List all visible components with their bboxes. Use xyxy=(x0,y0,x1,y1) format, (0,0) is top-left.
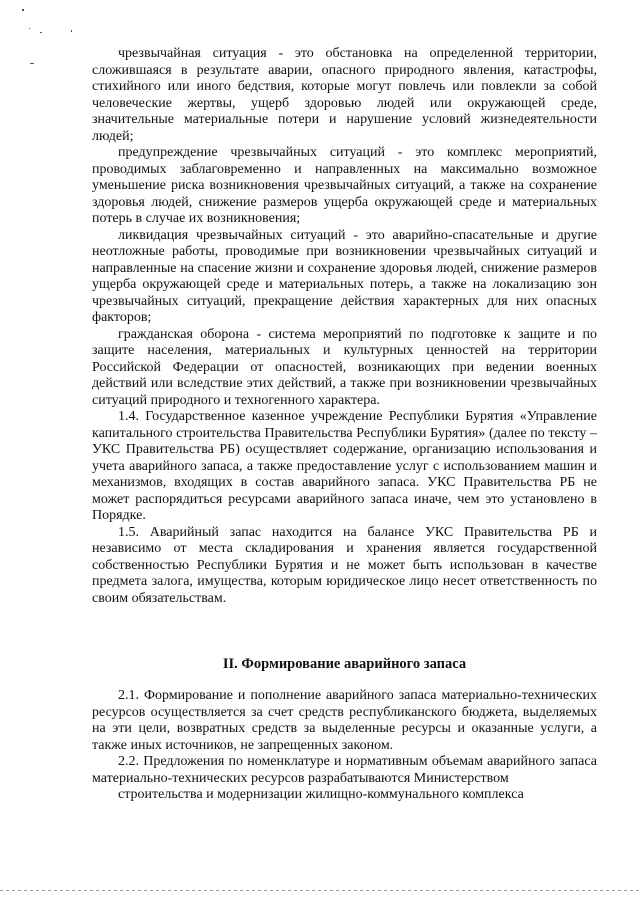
paragraph-1-5: 1.5. Аварийный запас находится на балансе УКС Правительства РБ и независимо от места складирования и хранения является государственной собственностью Республики Бурятия и не может быть использован в качестве предмета залога, имущества, которым юридическое лицо несет ответственность по своим обязательствам. xyxy=(92,524,597,606)
section-text-block xyxy=(92,688,597,804)
paragraph-emergency-definition: чрезвычайная ситуация - это обстановка на определенной территории, сложившаяся в результате аварии, опасного природного явления, катастрофы, стихийного или иного бедствия, которые могут повлечь или повлекли за собой человеческие жертвы, ущерб здоровью людей или окружающей среде, значительные материальные потери и нарушение условий жизнедеятельности людей; xyxy=(92,46,597,144)
scan-speck xyxy=(22,9,24,11)
scan-speck xyxy=(30,63,34,64)
paragraph-civil-defense-definition: гражданская оборона - система мероприятий по подготовке к защите и по защите населения, материальных и культурных ценностей на территории Российской Федерации от опасностей, возникающих при ведении военных действий или вследствие этих действий, а также при возникновении чрезвычайных ситуаций природного и техногенного характера. xyxy=(92,326,597,408)
scan-bottom-edge xyxy=(0,890,640,891)
scan-speck xyxy=(71,30,72,32)
paragraph-2-2: 2.2. Предложения по номенклатуре и нормативным объемам аварийного запаса материально-технических ресурсов разрабатываются Министерством xyxy=(92,754,597,786)
paragraph-2-1: 2.1. Формирование и пополнение аварийного запаса материально-технических ресурсов осуществляется за счет средств республиканского бюджета, выделяемых на эти цели, возвратных средств за выделенные ресурсы и оказанные услуги, а также иных источников, не запрещенных законом. xyxy=(92,688,597,753)
paragraph-prevention-definition: предупреждение чрезвычайных ситуаций - это комплекс мероприятий, проводимых заблаговременно и направленных на максимально возможное уменьшение риска возникновения чрезвычайных ситуаций, а также на сохранение здоровья людей, снижение размеров ущерба окружающей среде и материальных потерь в случае их возникновения; xyxy=(92,145,597,226)
paragraph-1-4: 1.4. Государственное казенное учреждение Республики Бурятия «Управление капитального строительства Правительства Республики Бурятия» (далее по тексту – УКС Правительства РБ) осуществляет содержание, организацию использования и учета аварийного запаса, а также предоставление услуг с использованием машин и механизмов, входящих в состав аварийного запаса. УКС Правительства РБ не может распорядиться ресурсами аварийного запаса иначе, чем это установлено в Порядке. xyxy=(92,409,597,523)
definitions-text-block xyxy=(92,46,597,607)
scan-speck xyxy=(40,32,42,33)
paragraph-liquidation-definition: ликвидация чрезвычайных ситуаций - это аварийно-спасательные и другие неотложные работы, проводимые при возникновении чрезвычайных ситуаций и направленные на спасение жизни и сохранение здоровья людей, снижение размеров ущерба окружающей среде и материальных потерь, а также на локализацию зон чрезвычайных ситуаций, прекращение действия характерных для них опасных факторов; xyxy=(92,227,597,325)
section-title: II. Формирование аварийного запаса xyxy=(222,656,467,672)
scan-speck xyxy=(29,28,30,29)
paragraph-continuation: строительства и модернизации жилищно-коммунального комплекса xyxy=(118,787,524,802)
